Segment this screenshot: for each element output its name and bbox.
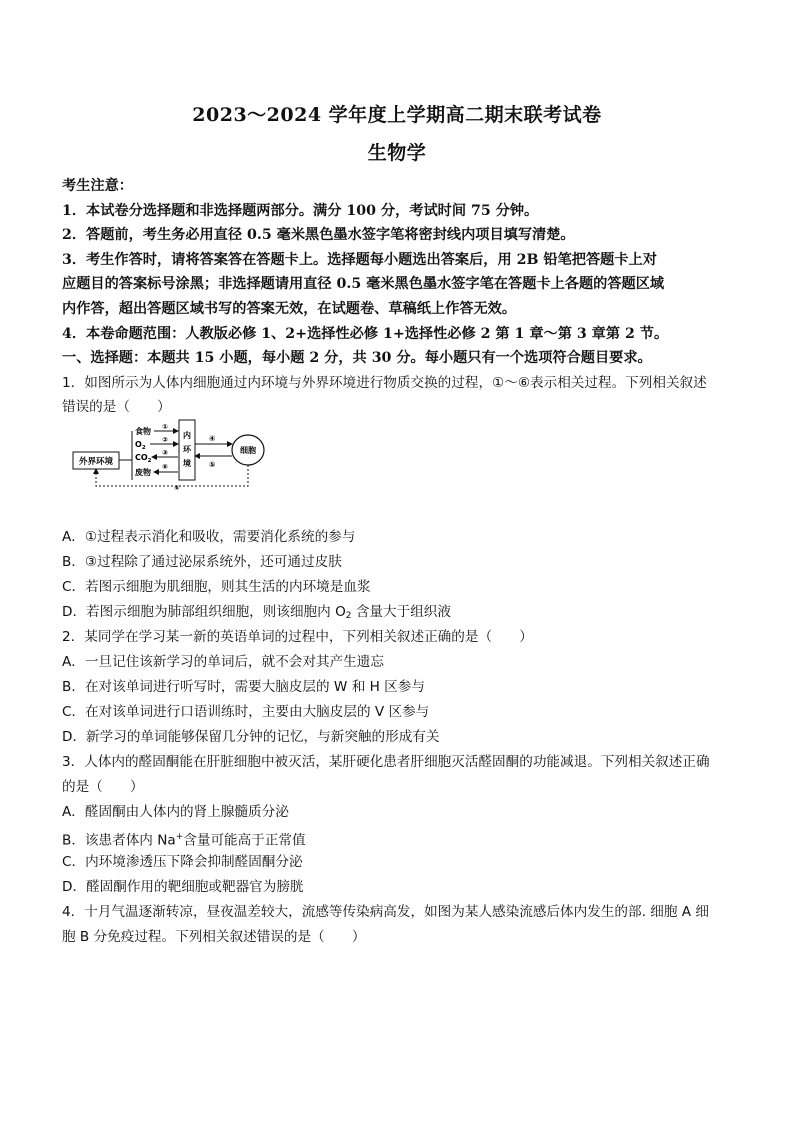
- question-2-option-b: B．在对该单词进行听写时，需要大脑皮层的 W 和 H 区参与: [62, 679, 425, 695]
- question-2-stem: 2．某同学在学习某一新的英语单词的过程中，下列相关叙述正确的是（ ）: [62, 629, 533, 645]
- question-2-option-a: A．一旦记住该新学习的单词后，就不会对其产生遗忘: [62, 654, 384, 670]
- co2-label: $CO_2$: [135, 453, 152, 464]
- question-4-stem: 胞 B 分免疫过程。下列相关叙述错误的是（ ）: [62, 929, 366, 945]
- notice-item: 4．本卷命题范围：人教版必修 1、2+选择性必修 1+选择性必修 2 第 1 章～第 3 章第 2 节。: [62, 326, 669, 342]
- notice-item: 2．答题前，考生务必用直径 0.5 毫米黑色墨水签字笔将密封线内项目填写清楚。: [62, 227, 575, 243]
- notice-item: 3．考生作答时，请将答案答在答题卡上。选择题每小题选出答案后，用 2B 铅笔把答题卡上对: [62, 252, 657, 268]
- question-3-stem: 的是（ ）: [62, 779, 144, 795]
- question-4-stem: 4．十月气温逐渐转凉，昼夜温差较大，流感等传染病高发，如图为某人感染流感后体内发生的部. 细胞 A 细: [62, 904, 709, 920]
- question-1-option-d: D．若图示细胞为肺部组织细胞，则该细胞内 $O_2$ 含量大于组织液: [62, 604, 451, 621]
- notice-item: 内作答，超出答题区域书写的答案无效，在试题卷、草稿纸上作答无效。: [62, 301, 517, 317]
- process-6-label: ⑥: [174, 484, 180, 490]
- question-1-stem: 错误的是（ ）: [62, 399, 171, 415]
- question-3-option-b: B．该患者体内 Na+含量可能高于正常值: [62, 832, 306, 849]
- question-2-option-c: C．在对该单词进行口语训练时，主要由大脑皮层的 V 区参与: [62, 704, 430, 720]
- svg-text:环: 环: [183, 445, 191, 454]
- process-3-label: ③: [162, 449, 168, 457]
- process-2-label: ②: [162, 436, 168, 444]
- process-5-label: ⑤: [209, 460, 216, 469]
- question-3-stem: 3．人体内的醛固酮能在肝脏细胞中被灭活，某肝硬化患者肝细胞灭活醛固酮的功能减退。下列相关叙述正确: [62, 754, 710, 770]
- cell-label: 细胞: [240, 446, 256, 455]
- question-2-option-d: D．新学习的单词能够保留几分钟的记忆，与新突触的形成有关: [62, 729, 440, 745]
- material-exchange-diagram: [72, 398, 290, 490]
- question-1-option-b: B．③过程除了通过泌尿系统外，还可通过皮肤: [62, 554, 342, 570]
- question-3-option-a: A．醛固酮由人体内的肾上腺髓质分泌: [62, 804, 289, 820]
- svg-text:境: 境: [183, 459, 191, 468]
- outside-environment-label: 外界环境: [78, 457, 114, 467]
- notice-heading: 考生注意：: [62, 178, 133, 194]
- waste-label: 废物: [135, 468, 151, 477]
- question-1-stem: 1．如图所示为人体内细胞通过内环境与外界环境进行物质交换的过程，①～⑥表示相关过程。下列相关叙述: [62, 375, 707, 391]
- question-3-option-d: D．醛固酮作用的靶细胞或靶器官为膀胱: [62, 879, 304, 895]
- o2-label: $O_2$: [135, 440, 146, 451]
- exam-title: 2023～2024 学年度上学期高二期末联考试卷: [192, 104, 602, 126]
- process-6-label-top: ⑥: [162, 463, 168, 471]
- question-3-option-c: C．内环境渗透压下降会抑制醛固酮分泌: [62, 854, 303, 870]
- food-label: 食物: [135, 427, 151, 436]
- section-heading: 一、选择题：本题共 15 小题，每小题 2 分，共 30 分。每小题只有一个选项符合题目要求。: [62, 350, 652, 366]
- question-1-option-c: C．若图示细胞为肌细胞，则其生活的内环境是血浆: [62, 579, 371, 595]
- subject-title: 生物学: [367, 142, 427, 164]
- svg-text:内: 内: [183, 431, 191, 440]
- notice-item: 1．本试卷分选择题和非选择题两部分。满分 100 分，考试时间 75 分钟。: [62, 203, 539, 219]
- question-1-option-a: A．①过程表示消化和吸收，需要消化系统的参与: [62, 529, 356, 545]
- process-4-label: ④: [209, 434, 216, 443]
- process-1-label: ①: [162, 423, 168, 431]
- notice-item: 应题目的答案标号涂黑；非选择题请用直径 0.5 毫米黑色墨水签字笔在答题卡上各题的答题区域: [62, 276, 665, 292]
